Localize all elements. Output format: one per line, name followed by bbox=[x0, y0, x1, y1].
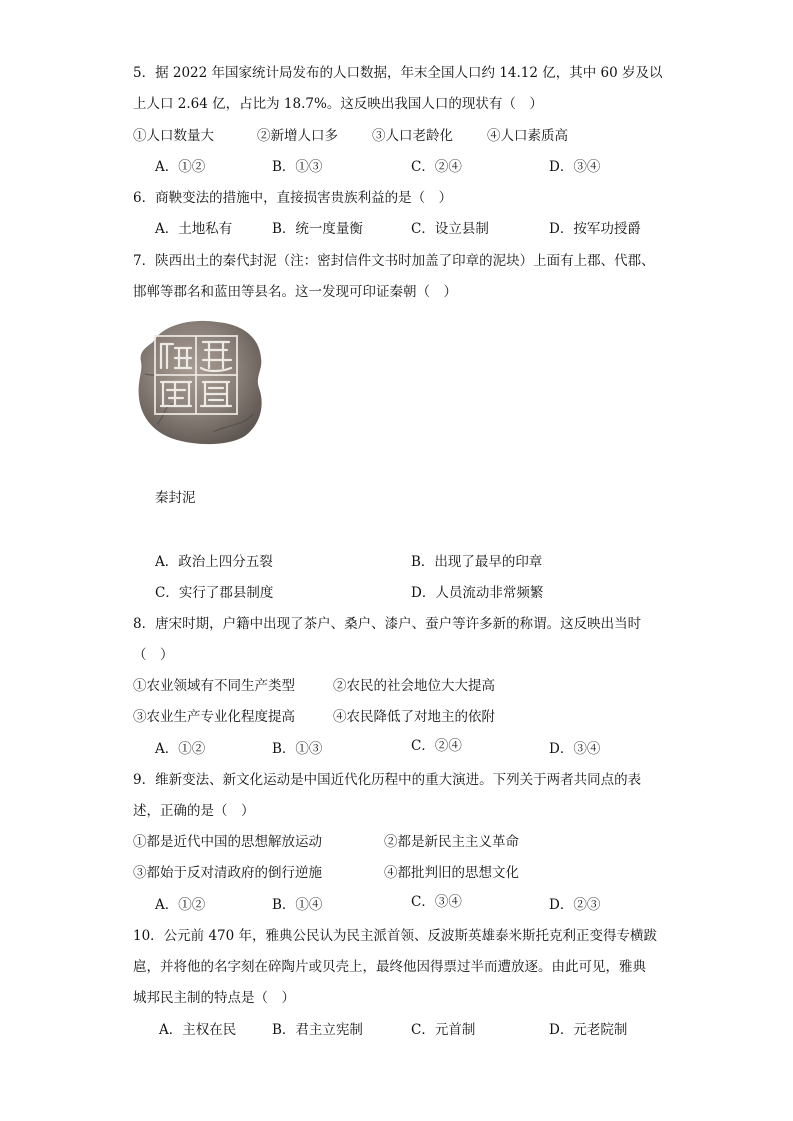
q10-stem-line3: 城邦民主制的特点是（ ） bbox=[133, 990, 295, 1006]
q9-item-4: ④都批判旧的思想文化 bbox=[384, 865, 519, 881]
q5-item-3: ③人口老龄化 bbox=[372, 128, 453, 144]
q5-stem-line2: 上人口 2.64 亿，占比为 18.7%。这反映出我国人口的现状有（ ） bbox=[133, 96, 543, 112]
q7-option-b[interactable]: B．出现了最早的印章 bbox=[411, 554, 543, 570]
q6-option-b[interactable]: B．统一度量衡 bbox=[272, 221, 363, 237]
q9-item-2: ②都是新民主主义革命 bbox=[384, 834, 519, 850]
q9-item-3: ③都始于反对清政府的倒行逆施 bbox=[133, 865, 322, 881]
q5-item-1: ①人口数量大 bbox=[133, 128, 214, 144]
q9-option-a[interactable]: A．①② bbox=[155, 897, 206, 913]
q6-option-c[interactable]: C．设立县制 bbox=[411, 221, 489, 237]
q8-item-4: ④农民降低了对地主的依附 bbox=[333, 709, 495, 725]
q5-option-c[interactable]: C．②④ bbox=[411, 159, 462, 175]
q9-option-c[interactable]: C．③④ bbox=[411, 894, 462, 910]
q5-option-d[interactable]: D．③④ bbox=[549, 159, 601, 175]
seal-caption: 秦封泥 bbox=[155, 490, 196, 506]
q5-item-2: ②新增人口多 bbox=[257, 128, 338, 144]
clay-seal-image bbox=[133, 314, 269, 448]
q10-option-d[interactable]: D．元老院制 bbox=[549, 1022, 628, 1038]
q9-option-b[interactable]: B．①④ bbox=[272, 897, 323, 913]
q5-option-b[interactable]: B．①③ bbox=[272, 159, 323, 175]
q8-option-a[interactable]: A．①② bbox=[155, 741, 206, 757]
q10-stem-line2: 扈，并将他的名字刻在碎陶片或贝壳上，最终他因得票过半而遭放逐。由此可见，雅典 bbox=[133, 959, 646, 975]
q5-item-4: ④人口素质高 bbox=[487, 128, 568, 144]
q7-stem-line1: 7．陕西出土的秦代封泥（注：密封信件文书时加盖了印章的泥块）上面有上郡、代郡、 bbox=[133, 253, 655, 269]
q7-option-d[interactable]: D．人员流动非常频繁 bbox=[411, 585, 544, 601]
q10-option-c[interactable]: C．元首制 bbox=[411, 1022, 476, 1038]
q9-stem-line2: 述，正确的是（ ） bbox=[133, 803, 255, 819]
q8-item-3: ③农业生产专业化程度提高 bbox=[133, 709, 295, 725]
q9-item-1: ①都是近代中国的思想解放运动 bbox=[133, 834, 322, 850]
q7-option-c[interactable]: C．实行了郡县制度 bbox=[155, 585, 274, 601]
q10-option-a[interactable]: A．主权在民 bbox=[159, 1022, 237, 1038]
q8-item-1: ①农业领域有不同生产类型 bbox=[133, 678, 295, 694]
q5-stem-line1: 5．据 2022 年国家统计局发布的人口数据，年末全国人口约 14.12 亿，其中 60 岁及以 bbox=[133, 65, 663, 81]
q8-option-d[interactable]: D．③④ bbox=[549, 741, 601, 757]
q7-stem-line2: 邯郸等郡名和蓝田等县名。这一发现可印证秦朝（ ） bbox=[133, 284, 457, 300]
q8-option-b[interactable]: B．①③ bbox=[272, 741, 323, 757]
q9-stem-line1: 9．维新变法、新文化运动是中国近代化历程中的重大演进。下列关于两者共同点的表 bbox=[133, 772, 642, 788]
q10-option-b[interactable]: B．君主立宪制 bbox=[272, 1022, 363, 1038]
q6-option-d[interactable]: D．按军功授爵 bbox=[549, 221, 641, 237]
q9-option-d[interactable]: D．②③ bbox=[549, 897, 601, 913]
q8-stem-line1: 8．唐宋时期，户籍中出现了茶户、桑户、漆户、蚕户等许多新的称谓。这反映出当时 bbox=[133, 616, 642, 632]
q6-option-a[interactable]: A．土地私有 bbox=[155, 221, 233, 237]
q6-stem-line1: 6．商鞅变法的措施中，直接损害贵族利益的是（ ） bbox=[133, 190, 453, 206]
q10-stem-line1: 10．公元前 470 年，雅典公民认为民主派首领、反波斯英雄泰米斯托克利正变得专横跋 bbox=[133, 928, 658, 944]
q5-option-a[interactable]: A．①② bbox=[155, 159, 206, 175]
q7-option-a[interactable]: A．政治上四分五裂 bbox=[155, 554, 273, 570]
q8-item-2: ②农民的社会地位大大提高 bbox=[333, 678, 495, 694]
q8-stem-line2: （ ） bbox=[133, 647, 174, 663]
q8-option-c[interactable]: C．②④ bbox=[411, 738, 462, 754]
